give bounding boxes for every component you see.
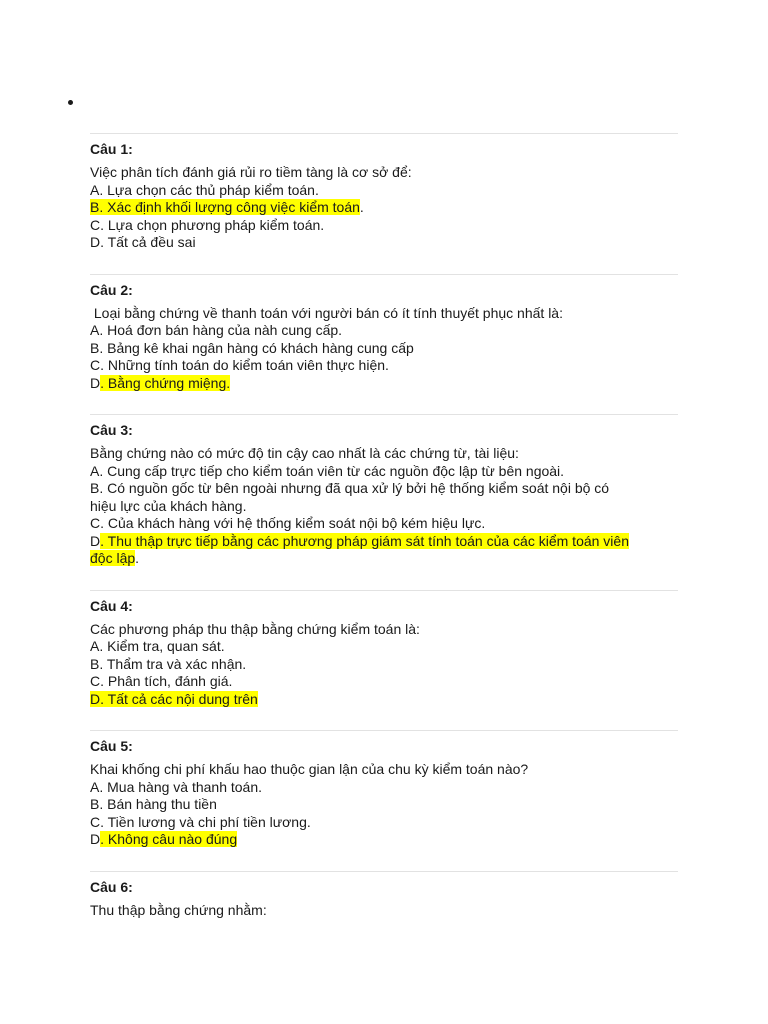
answer-option xyxy=(90,340,678,358)
question-title: Câu 5: xyxy=(90,738,133,754)
line-text: hiệu lực của khách hàng. xyxy=(90,497,247,514)
line-text: D. Tất cả đều sai xyxy=(90,234,196,250)
question-text xyxy=(90,761,678,779)
question-block xyxy=(90,414,678,568)
answer-option xyxy=(90,814,678,832)
question-title: Câu 4: xyxy=(90,597,133,614)
line-text: . xyxy=(359,199,364,215)
line-text: D xyxy=(90,831,101,847)
line-text: B. Thẩm tra và xác nhận. xyxy=(90,655,247,672)
answer-option xyxy=(90,515,678,533)
line-text: A. Kiểm tra, quan sát. xyxy=(90,638,225,654)
question-title: Câu 1: xyxy=(90,141,133,157)
question-block xyxy=(90,274,678,393)
highlighted-text: . Bằng chứng miệng. xyxy=(100,374,231,391)
question-title: Câu 6: xyxy=(90,878,133,895)
question-text xyxy=(90,164,678,182)
answer-option xyxy=(90,480,678,498)
line-text: C. Của khách hàng với hệ thống kiểm soát nội bộ kém hiệu lực. xyxy=(90,515,486,531)
line-text: Loại bằng chứng về thanh toán với người bán có ít tính thuyết phục nhất là: xyxy=(90,304,563,321)
line-text: Bằng chứng nào có mức độ tin cậy cao nhất là các chứng từ, tài liệu: xyxy=(90,445,519,461)
question-text xyxy=(90,445,678,463)
answer-option xyxy=(90,796,678,814)
answer-option xyxy=(90,673,678,691)
answer-option xyxy=(90,357,678,375)
line-text: D xyxy=(90,374,101,391)
answer-option xyxy=(90,182,678,200)
answer-option xyxy=(90,199,678,217)
question-block xyxy=(90,871,678,920)
answer-option xyxy=(90,779,678,797)
question-text xyxy=(90,902,678,920)
list-bullet xyxy=(68,100,73,105)
question-title: Câu 2: xyxy=(90,281,133,298)
question-block xyxy=(90,590,678,709)
answer-option xyxy=(90,831,678,849)
highlighted-text: B. Xác định khối lượng công việc kiểm toán xyxy=(90,199,360,215)
line-text: B. Bảng kê khai ngân hàng có khách hàng cung cấp xyxy=(90,339,414,356)
question-list xyxy=(90,133,678,941)
answer-option xyxy=(90,656,678,674)
answer-option xyxy=(90,322,678,340)
answer-option xyxy=(90,691,678,709)
line-text: . xyxy=(135,550,140,566)
answer-option xyxy=(90,638,678,656)
question-text xyxy=(90,621,678,639)
line-text: A. Hoá đơn bán hàng của nàh cung cấp. xyxy=(90,322,343,338)
highlighted-text: độc lập xyxy=(90,550,136,566)
answer-option xyxy=(90,234,678,252)
question-text xyxy=(90,305,678,323)
answer-option xyxy=(90,375,678,393)
line-text: A. Mua hàng và thanh toán. xyxy=(90,778,263,795)
question-block xyxy=(90,730,678,849)
answer-option xyxy=(90,217,678,235)
highlighted-text: . Không câu nào đúng xyxy=(100,831,238,847)
line-text: A. Cung cấp trực tiếp cho kiểm toán viên từ các nguồn độc lập từ bên ngoài. xyxy=(90,462,565,479)
question-title: Câu 3: xyxy=(90,422,133,438)
highlighted-text: D. Tất cả các nội dung trên xyxy=(90,690,258,707)
line-text: C. Lựa chọn phương pháp kiểm toán. xyxy=(90,216,325,233)
line-text: Việc phân tích đánh giá rủi ro tiềm tàng là cơ sở để: xyxy=(90,164,412,180)
line-text: Các phương pháp thu thập bằng chứng kiểm toán là: xyxy=(90,620,420,637)
line-text: C. Những tính toán do kiểm toán viên thực hiện. xyxy=(90,357,389,373)
question-block xyxy=(90,133,678,252)
line-text: C. Tiền lương và chi phí tiền lương. xyxy=(90,813,311,830)
answer-option xyxy=(90,533,678,551)
answer-option xyxy=(90,550,678,568)
line-text: A. Lựa chọn các thủ pháp kiểm toán. xyxy=(90,181,319,198)
line-text: Khai khống chi phí khấu hao thuộc gian lận của chu kỳ kiểm toán nào? xyxy=(90,761,529,777)
line-text: Thu thập bằng chứng nhằm: xyxy=(90,901,267,918)
answer-option xyxy=(90,463,678,481)
line-text: C. Phân tích, đánh giá. xyxy=(90,673,233,689)
highlighted-text: . Thu thập trực tiếp bằng các phương pháp giám sát tính toán của các kiểm toán viên xyxy=(100,532,629,549)
line-text: B. Bán hàng thu tiền xyxy=(90,796,217,812)
answer-option xyxy=(90,498,678,516)
line-text: D xyxy=(90,532,101,549)
line-text: B. Có nguồn gốc từ bên ngoài nhưng đã qua xử lý bởi hệ thống kiểm soát nội bộ có xyxy=(90,480,610,496)
